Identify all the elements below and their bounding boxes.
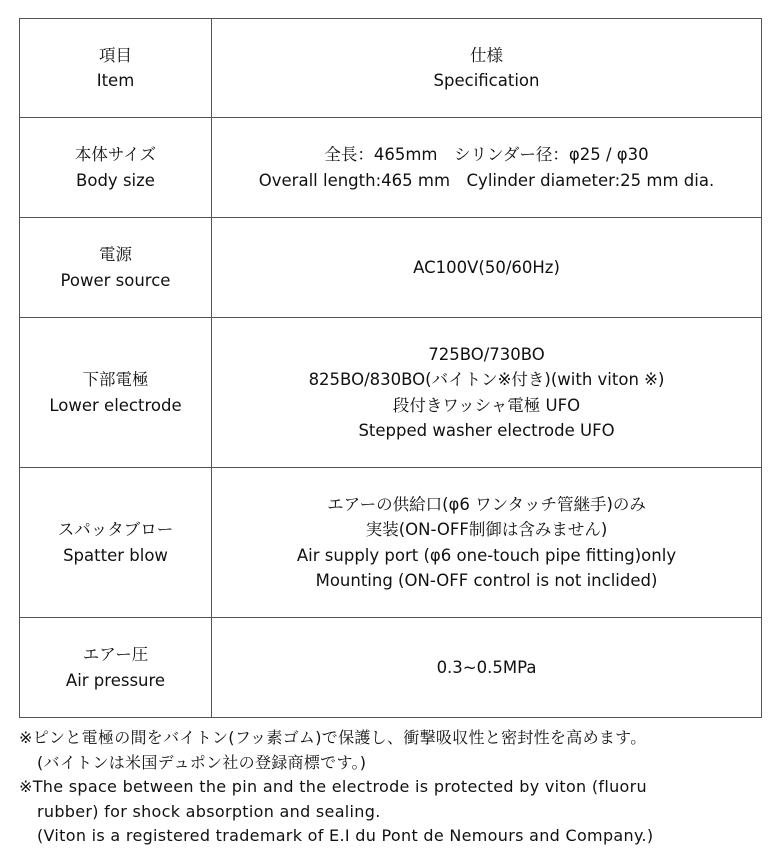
- spec-line: AC100V(50/60Hz): [413, 257, 560, 277]
- item-cell: [20, 118, 212, 218]
- spec-cell: [212, 468, 762, 618]
- item-ja: エアー圧: [82, 645, 149, 664]
- item-ja: 下部電極: [82, 370, 149, 389]
- footnote-en-1: ※The space between the pin and the electrode is protected by viton (fluoru: [19, 777, 647, 796]
- header-item-cell: [20, 19, 212, 118]
- table-row-lower-electrode: [20, 318, 762, 468]
- header-item-ja: 項目: [99, 45, 132, 65]
- spec-cell: [212, 618, 762, 718]
- item-en: Air pressure: [65, 670, 166, 690]
- item-ja: 本体サイズ: [74, 145, 157, 164]
- item-ja: スパッタブロー: [57, 520, 174, 539]
- item-en: Lower electrode: [49, 395, 182, 415]
- spec-line: 0.3~0.5MPa: [436, 657, 537, 677]
- header-item-en: Item: [96, 71, 135, 90]
- spec-line: 実装(ON-OFF制御は含みません): [365, 520, 608, 539]
- footnotes: [19, 726, 779, 849]
- item-cell: [20, 468, 212, 618]
- spec-cell: [212, 218, 762, 318]
- item-en: Power source: [60, 270, 171, 290]
- table-row-air-pressure: [20, 618, 762, 718]
- spec-line: 全長：465mm シリンダー径：φ25 / φ30: [324, 145, 649, 164]
- item-cell: [20, 618, 212, 718]
- table-row-spatter-blow: [20, 468, 762, 618]
- spec-line: Mounting (ON-OFF control is not inclided): [315, 571, 658, 590]
- footnote-ja-1: ※ピンと電極の間をバイトン(フッ素ゴム)で保護し、衝撃吸収性と密封性を高めます。: [19, 728, 647, 747]
- item-ja: 電源: [99, 245, 132, 264]
- spec-line: Overall length:465 mm Cylinder diameter:25 mm dia.: [258, 170, 715, 190]
- header-spec-ja: 仕様: [470, 45, 503, 65]
- spec-line: Air supply port (φ6 one-touch pipe fitting)only: [296, 545, 677, 565]
- header-spec-cell: [212, 19, 762, 118]
- spec-line: 段付きワッシャ電極 UFO: [392, 395, 581, 415]
- spec-cell: [212, 318, 762, 468]
- spec-line: エアーの供給口(φ6 ワンタッチ管継手)のみ: [327, 494, 646, 514]
- item-cell: [20, 318, 212, 468]
- item-en: Spatter blow: [63, 545, 168, 565]
- spec-line: Stepped washer electrode UFO: [358, 421, 615, 440]
- spec-line: 725BO/730BO: [428, 344, 545, 364]
- header-spec-en: Specification: [433, 71, 540, 90]
- table-header-row: [20, 19, 762, 118]
- specification-table: [19, 18, 762, 718]
- table-row-power-source: [20, 218, 762, 318]
- footnote-ja-2: (バイトンは米国デュポン社の登録商標です。): [37, 752, 367, 772]
- footnote-en-3: (Viton is a registered trademark of E.I du Pont de Nemours and Company.): [37, 826, 654, 845]
- footnote-en-2: rubber) for shock absorption and sealing.: [37, 801, 381, 821]
- item-en: Body size: [76, 170, 155, 190]
- table-row-body-size: [20, 118, 762, 218]
- spec-cell: [212, 118, 762, 218]
- item-cell: [20, 218, 212, 318]
- spec-line: 825BO/830BO(バイトン※付き)(with viton ※): [308, 370, 665, 389]
